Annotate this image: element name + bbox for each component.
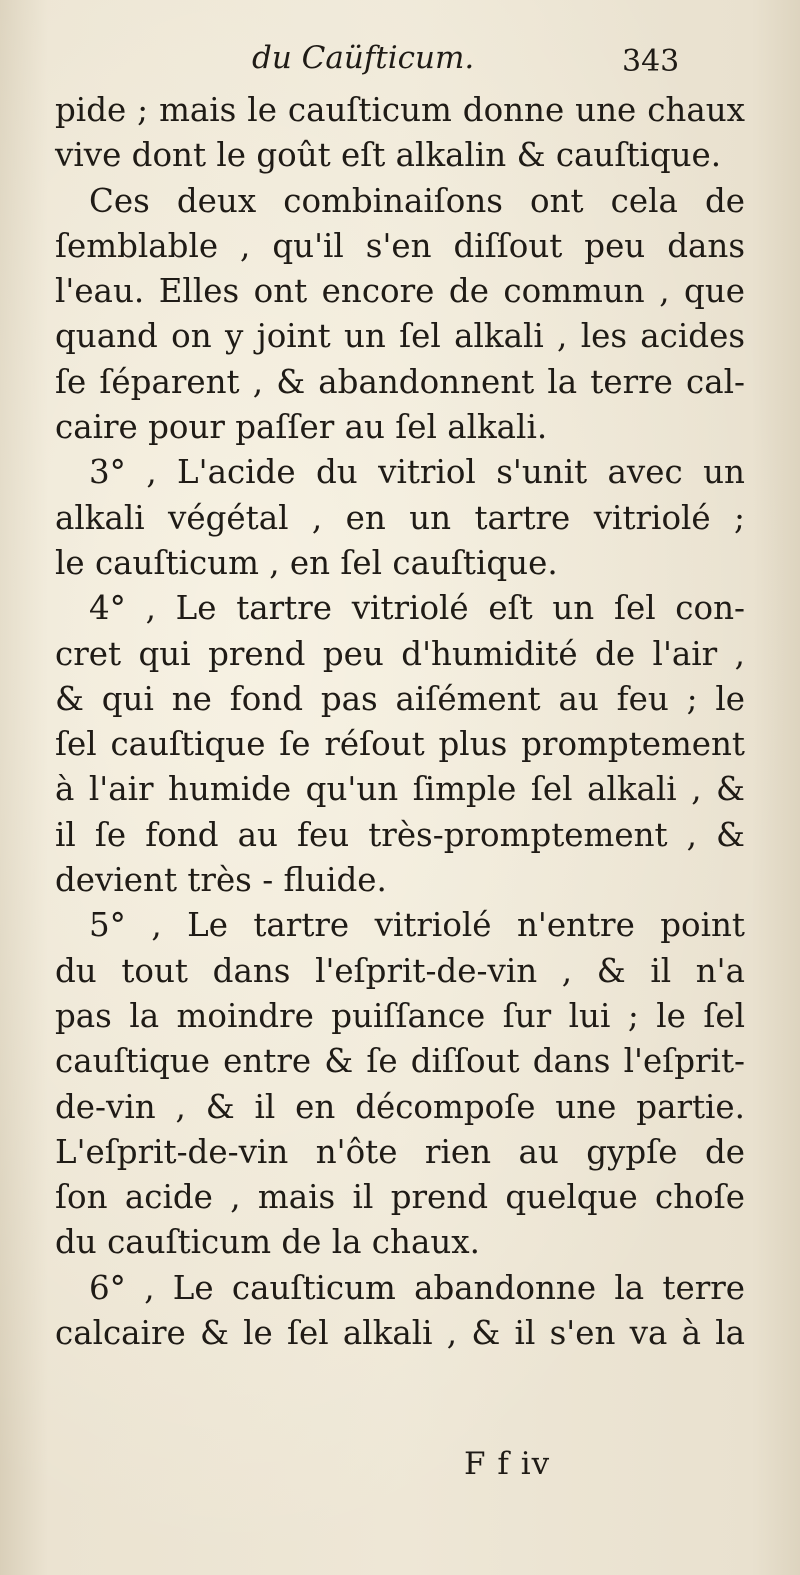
text-line: ſe ſéparent , & abandonnent la terre cal- xyxy=(55,362,745,401)
text-line: calcaire & le ſel alkali , & il s'en va à la xyxy=(55,1314,745,1353)
text-line: 5° , Le tartre vitriolé n'entre point xyxy=(89,906,745,945)
page-number: 343 xyxy=(622,44,680,79)
text-line: cauſtique entre & ſe diſſout dans l'eſprit- xyxy=(55,1042,745,1081)
body-text xyxy=(55,88,745,1356)
text-line: cret qui prend peu d'humidité de l'air , xyxy=(55,634,745,673)
text-line: Ces deux combinaiſons ont cela de xyxy=(89,181,745,220)
text-line: il ſe fond au feu très-promptement , & xyxy=(55,815,745,854)
text-line: du tout dans l'eſprit-de-vin , & il n'a xyxy=(55,951,745,990)
text-line: caire pour paſſer au ſel alkali. xyxy=(55,408,548,447)
text-line: devient très - fluide. xyxy=(55,861,387,900)
running-title: du Caüfticum. xyxy=(252,40,475,76)
text-line: 3° , L'acide du vitriol s'unit avec un xyxy=(89,453,745,492)
text-line: le cauſticum , en ſel cauſtique. xyxy=(55,543,558,582)
text-line: pide ; mais le cauſticum donne une chaux xyxy=(55,91,745,129)
text-line: 4° , Le tartre vitriolé eſt un ſel con- xyxy=(89,589,745,628)
signature-mark: F f iv xyxy=(464,1446,551,1482)
page-header xyxy=(0,40,800,90)
text-line: & qui ne fond pas aiſément au feu ; le xyxy=(55,679,745,718)
text-line: alkali végétal , en un tartre vitriolé ; xyxy=(55,498,745,537)
text-line: ſel cauſtique ſe réſout plus promptement xyxy=(55,725,745,764)
text-line: du cauſticum de la chaux. xyxy=(55,1223,480,1262)
text-line: L'eſprit-de-vin n'ôte rien au gypſe de xyxy=(55,1132,745,1171)
text-line: vive dont le goût eſt alkalin & cauſtique. xyxy=(55,136,722,175)
text-line: à l'air humide qu'un ſimple ſel alkali , & xyxy=(55,770,745,809)
text-line: de-vin , & il en décompoſe une partie. xyxy=(55,1087,745,1126)
text-line: 6° , Le cauſticum abandonne la terre xyxy=(89,1268,745,1307)
text-line: ſemblable , qu'il s'en diſſout peu dans xyxy=(55,226,745,265)
text-line: pas la moindre puiſſance ſur lui ; le ſel xyxy=(55,996,745,1035)
text-line: ſon acide , mais il prend quelque choſe xyxy=(55,1178,745,1217)
text-line: l'eau. Elles ont encore de commun , que xyxy=(55,272,745,311)
text-line: quand on y joint un ſel alkali , les acides xyxy=(55,317,745,356)
